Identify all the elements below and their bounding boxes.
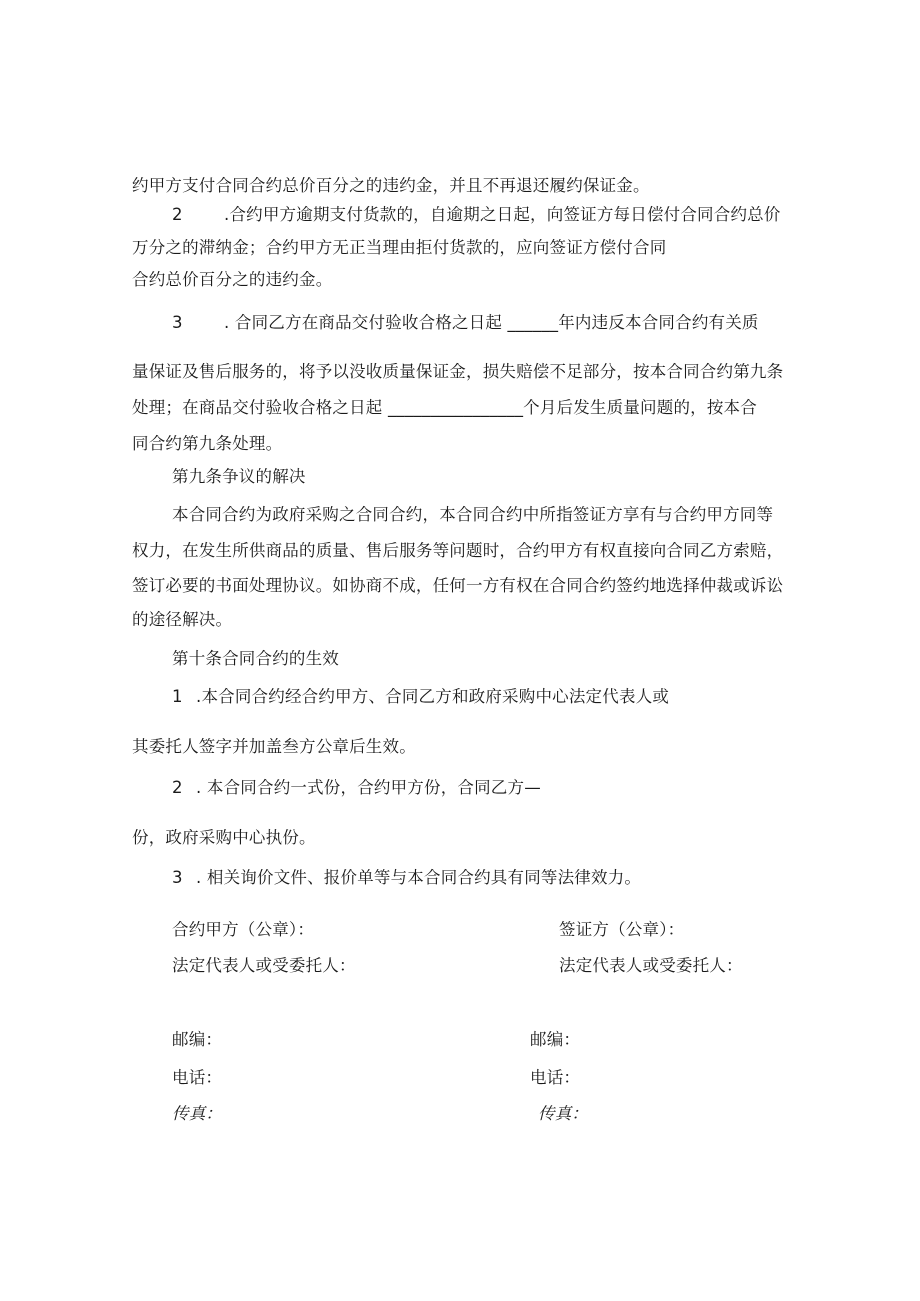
clause9-line3: 签订必要的书面处理协议。如协商不成，任何一方有权在合同合约签约地选择仲裁或诉讼: [132, 576, 784, 595]
clause10-item1-line2: 其委托人签字并加盖叁方公章后生效。: [132, 737, 416, 756]
verifier-postcode-label: 邮编：: [530, 1030, 581, 1049]
clause8-item3-line2: 量保证及售后服务的，将予以没收质量保证金，损失赔偿不足部分，按本合同合约第九条: [132, 362, 784, 381]
verifier-phone-label: 电话：: [530, 1068, 581, 1087]
item-text: .合约甲方逾期支付货款的，自逾期之日起，向签证方每日偿付合同合约总价: [224, 205, 781, 224]
clause9-line2: 权力，在发生所供商品的质量、售后服务等问题时，合约甲方有权直接向合同乙方索赔，: [132, 541, 784, 560]
clause9-line4: 的途径解决。: [132, 610, 233, 629]
clause8-item3-line4: 同合约第九条处理。: [132, 434, 283, 453]
clause8-item2-line1: [172, 205, 781, 225]
clause8-item2-line3: 合约总价百分之的违约金。: [132, 270, 333, 289]
party-a-fax-label: 传真：: [172, 1104, 223, 1123]
item-text: .本合同合约经合约甲方、合同乙方和政府采购中心法定代表人或: [196, 687, 670, 706]
clause8-item2-line2: 万分之的滞纳金；合约甲方无正当理由拒付货款的，应向签证方偿付合同: [132, 238, 667, 257]
item-number: 3: [172, 868, 183, 887]
item-number: 1: [172, 687, 183, 706]
clause10-item2-line1: [172, 778, 541, 798]
party-a-seal-label: 合约甲方（公章）：: [172, 920, 315, 939]
item-number: 2: [172, 205, 183, 224]
clause8-line1: 约甲方支付合同合约总价百分之的违约金，并且不再退还履约保证金。: [132, 176, 650, 195]
item-text: . 本合同合约一式份，合约甲方份，合同乙方—: [196, 778, 541, 797]
verifier-seal-label: 签证方（公章）：: [559, 920, 685, 939]
clause10-item2-line2: 份，政府采购中心执份。: [132, 828, 316, 847]
party-a-phone-label: 电话：: [172, 1068, 223, 1087]
clause10-heading: 第十条合同合约的生效: [172, 649, 339, 668]
item-text: . 合同乙方在商品交付验收合格之日起 ______年内违反本合同合约有关质: [224, 313, 759, 332]
item-number: 2: [172, 778, 183, 797]
party-a-postcode-label: 邮编：: [172, 1030, 223, 1049]
clause8-item3-line3: 处理；在商品交付验收合格之日起 ________________个月后发生质量问题的，按本合: [132, 398, 757, 417]
item-number: 3: [172, 313, 183, 332]
clause10-item3-line1: [172, 868, 641, 888]
verifier-rep-label: 法定代表人或受委托人：: [559, 956, 743, 975]
verifier-fax-label: 传真：: [538, 1104, 589, 1123]
clause9-heading: 第九条争议的解决: [172, 467, 306, 486]
item-text: . 相关询价文件、报价单等与本合同合约具有同等法律效力。: [196, 868, 642, 887]
clause10-item1-line1: [172, 687, 669, 707]
clause9-line1: 本合同合约为政府采购之合同合约，本合同合约中所指签证方享有与合约甲方同等: [172, 505, 774, 524]
party-a-rep-label: 法定代表人或受委托人：: [172, 956, 356, 975]
clause8-item3-line1: [172, 313, 759, 333]
